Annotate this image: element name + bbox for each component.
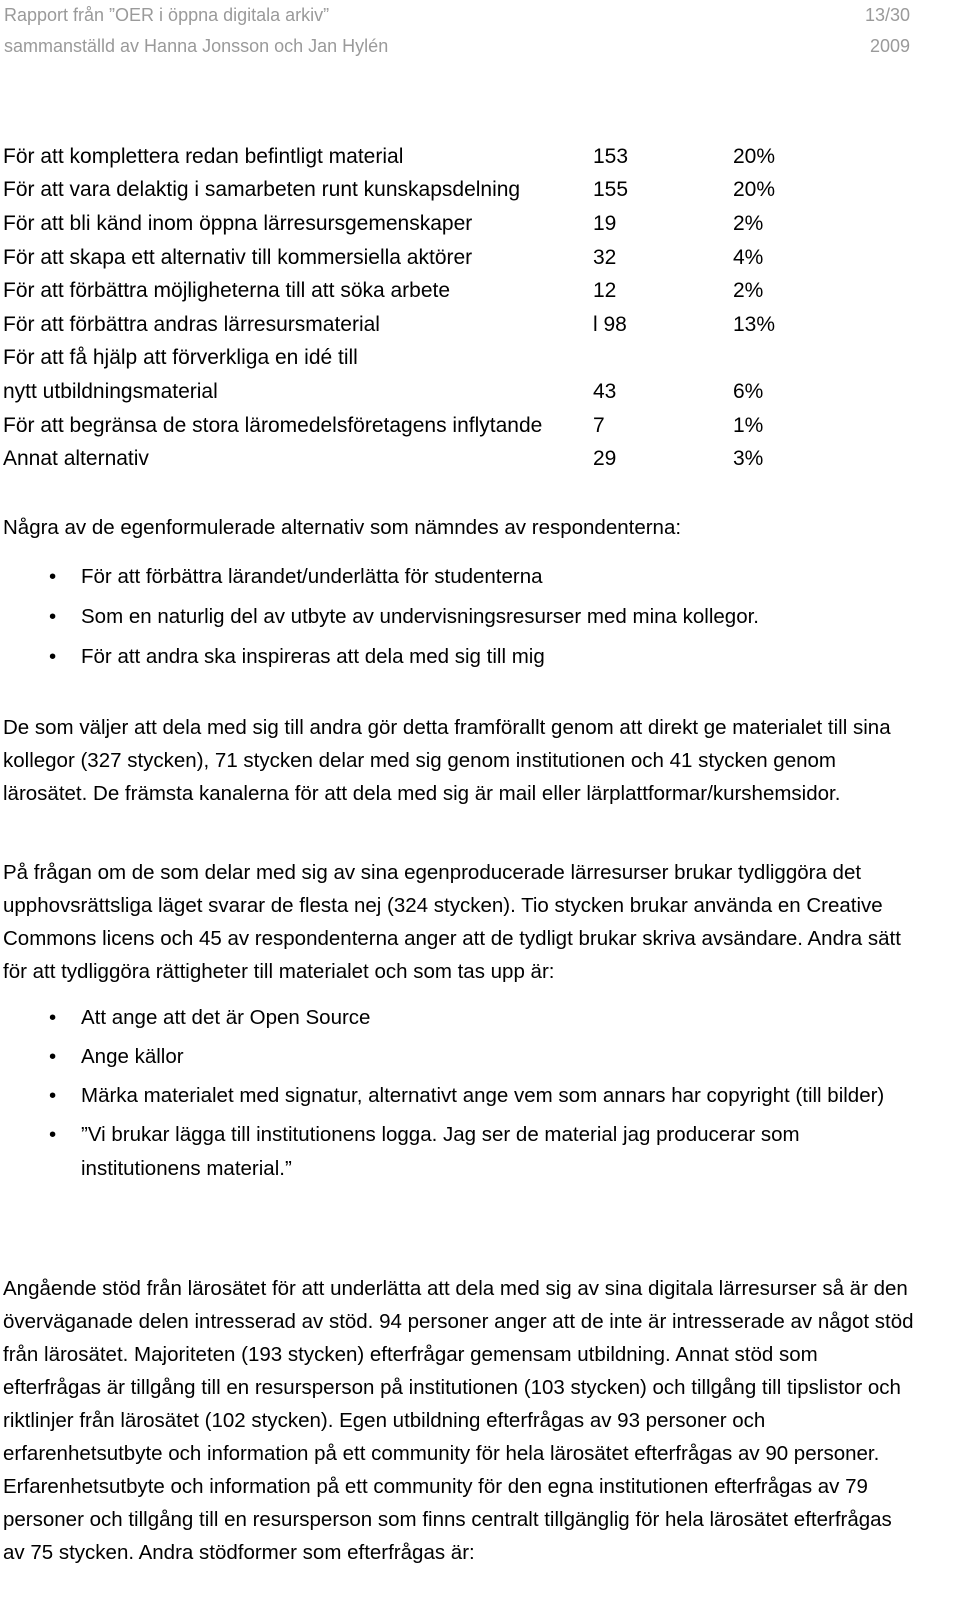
header-left [4, 0, 388, 62]
list-item [3, 1001, 918, 1035]
table-row [3, 308, 783, 342]
list-item-text: För att förbättra lärandet/underlätta för studenterna [81, 565, 543, 588]
reason-label: För att komplettera redan befintligt material [3, 144, 404, 168]
support-paragraph: Angående stöd från lärosätet för att underlätta att dela med sig av sina digitala lärresurser så är den överväganade delen intresserad av stöd. 94 personer anger att de inte är intresserade av något stöd från lärosätet. Majoriteten (193 stycken) efterfrågar gemensam utbildning. Annat stöd som efterfrågas är tillgång till en resursperson på institutionen (103 stycken) och tillgång till tipslistor och riktlinjer från lärosätet (102 stycken). Egen utbildning efterfrågas av 93 personer och erfarenhetsutbyte och information på ett community för hela lärosätet efterfrågas av 90 personer. Erfarenhetsutbyte och information på ett community för den egna institutionen efterfrågas av 79 personer och tillgång till en resursperson som finns centralt tillgänglig för hela lärosätet efterfrågas av 75 stycken. Andra stödformer som efterfrågas är: [3, 1277, 914, 1564]
table-row [3, 375, 783, 409]
list-item [3, 560, 918, 600]
list-item-text: Att ange att det är Open Source [81, 1006, 371, 1029]
report-year: 2009 [869, 36, 910, 56]
bullet-icon: • [49, 1123, 57, 1146]
list-item-text: För att andra ska inspireras att dela med sig till mig [81, 645, 545, 668]
copyright-paragraph: På frågan om de som delar med sig av sina egenproducerade lärresurser brukar tydliggöra det upphovsrättsliga läget svarar de flesta nej (324 stycken). Tio stycken brukar använda en Creative Commons licens och 45 av respondenterna anger att de tydligt brukar skriva avsändare. Andra sätt för att tydliggöra rättigheter till materialet och som tas upp är: [3, 861, 901, 983]
list-item-text: Som en naturlig del av utbyte av undervisningsresurser med mina kollegor. [81, 605, 759, 628]
table-row [3, 174, 783, 208]
reason-label: För att begränsa de stora läromedelsföretagens inflytande [3, 413, 543, 437]
alternatives-list [3, 560, 918, 680]
reason-percent: 1% [733, 413, 764, 437]
header-right [865, 0, 910, 62]
table-row [3, 140, 783, 174]
reason-count: 32 [593, 245, 617, 269]
list-item [3, 600, 918, 640]
page-number: 13/30 [864, 5, 910, 25]
bullet-icon: • [49, 565, 57, 588]
reason-label: För att vara delaktig i samarbeten runt kunskapsdelning [3, 178, 521, 202]
reason-percent: 6% [733, 379, 764, 403]
reason-label: För att skapa ett alternativ till kommersiella aktörer [3, 245, 473, 269]
list-item [3, 1118, 918, 1186]
bullet-icon: • [49, 1045, 57, 1068]
reasons-table [3, 140, 783, 476]
reason-count: 12 [593, 279, 617, 303]
table-row [3, 207, 783, 241]
bullet-icon: • [49, 645, 57, 668]
reason-percent: 2% [733, 211, 764, 235]
reason-count: 43 [593, 379, 617, 403]
bullet-icon: • [49, 1084, 57, 1107]
table-row [3, 342, 783, 376]
table-row [3, 274, 783, 308]
reason-count: 7 [593, 413, 605, 437]
report-title: Rapport från ”OER i öppna digitala arkiv” [4, 5, 330, 25]
list-item [3, 1079, 918, 1113]
reason-percent: 20% [733, 144, 776, 168]
bullet-icon: • [49, 1006, 57, 1029]
reason-count: 19 [593, 211, 617, 235]
alternatives-intro: Några av de egenformulerade alternativ som nämndes av respondenterna: [3, 516, 682, 539]
reason-label: Annat alternativ [3, 447, 149, 471]
table-row [3, 442, 783, 476]
list-item-text: Ange källor [81, 1045, 184, 1068]
reason-percent: 20% [733, 178, 776, 202]
reason-label: nytt utbildningsmaterial [3, 379, 218, 403]
reason-percent: 13% [733, 312, 776, 336]
reason-label: För att förbättra andras lärresursmaterial [3, 312, 380, 336]
table-row [3, 409, 783, 443]
reason-label: För att bli känd inom öppna lärresursgemenskaper [3, 211, 473, 235]
rights-list [3, 1001, 918, 1191]
reason-count [593, 342, 733, 376]
reason-percent: 2% [733, 279, 764, 303]
report-authors: sammanställd av Hanna Jonsson och Jan Hylén [4, 36, 389, 56]
reason-percent [733, 342, 783, 376]
list-item [3, 640, 918, 680]
reason-percent: 4% [733, 245, 764, 269]
list-item [3, 1040, 918, 1074]
reason-label: För att få hjälp att förverkliga en idé till [3, 346, 358, 370]
reason-count: 29 [593, 447, 617, 471]
sharing-paragraph: De som väljer att dela med sig till andra gör detta framförallt genom att direkt ge materialet till sina kollegor (327 stycken), 71 stycken delar med sig genom institutionen och 41 stycken genom lärosätet. De främsta kanalerna för att dela med sig är mail eller lärplattformar/kurshemsidor. [3, 716, 891, 805]
reason-count: l 98 [593, 312, 627, 336]
reason-count: 153 [593, 144, 629, 168]
bullet-icon: • [49, 605, 57, 628]
reason-label: För att förbättra möjligheterna till att söka arbete [3, 279, 451, 303]
reason-count: 155 [593, 178, 629, 202]
list-item-text: Märka materialet med signatur, alternativt ange vem som annars har copyright (till bilder) [81, 1084, 885, 1107]
reason-percent: 3% [733, 447, 764, 471]
table-row [3, 241, 783, 275]
list-item-text: ”Vi brukar lägga till institutionens logga. Jag ser de material jag producerar som institutionens material.” [81, 1123, 800, 1180]
page-header [4, 0, 910, 56]
